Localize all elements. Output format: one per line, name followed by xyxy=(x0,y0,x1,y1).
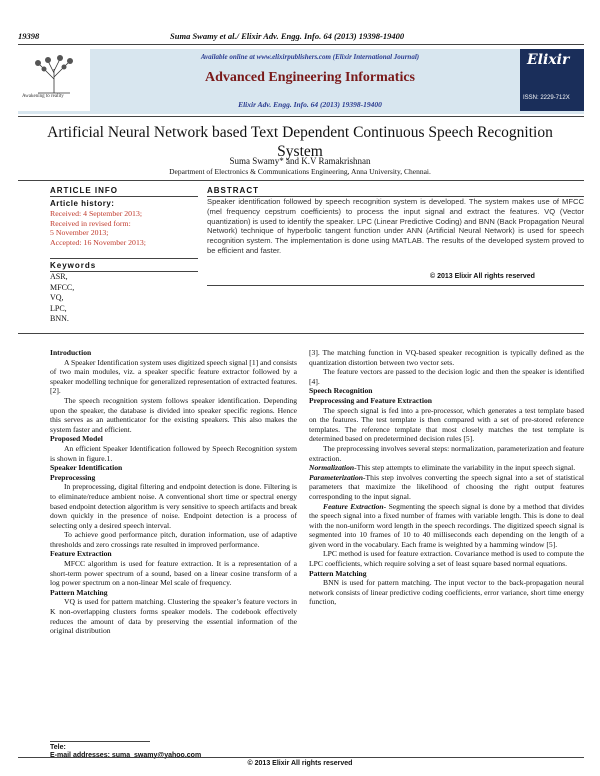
intro-heading: Introduction xyxy=(50,348,92,357)
feature-extraction-text: Segmenting the speech signal is done by a method that divides the speech signal into a fixed number of frames with variable length. This is done to deal with the non-uniform word length in the speech recordings. The digitized speech signal is segmented into 10 frames of 10 to 40 milliseconds each depending on the length of a given word in the vocabulary. Each frame is weighted by a hamming window [5]. xyxy=(309,501,584,549)
bnn-paragraph: BNN is used for pattern matching. The input vector to the back-propagation neural network consists of linear predictive coding coefficients, error variance, short time energy function, xyxy=(309,578,584,607)
speaker-id-heading: Speaker Identification xyxy=(50,463,123,473)
abstract-bottom-rule xyxy=(207,285,584,286)
accepted-date: Accepted: 16 November 2013; xyxy=(50,238,146,248)
info-rule xyxy=(50,196,198,197)
revised-label: Received in revised form: xyxy=(50,218,131,228)
feature-extraction-term: Feature Extraction- xyxy=(323,501,387,511)
normalization-paragraph xyxy=(309,463,584,473)
paper-title: Artificial Neural Network based Text Dependent Continuous Speech Recognition System xyxy=(47,124,553,160)
abstract-text: Speaker identification followed by speech recognition system is developed. The system makes use of MFCC (mel frequency cepstrum coefficients) to process the input signal and extract the features. VQ (Vector quantization) is used to identify the speaker. LPC (Linear Predictive Coding) and BNN (Back Propagation Neural Network) technique of hyperbolic tangent function under ANN (Artificial Neural Network) is used for speech recognition system. The implementation is done using MATLAB. The results of the developed system proved to be efficient and faster. xyxy=(207,197,584,255)
abstract-heading: ABSTRACT xyxy=(207,186,259,195)
keyword: ASR, xyxy=(50,272,68,281)
elixir-word: Elixir xyxy=(527,52,570,68)
preprocessing-paragraph: To achieve good performance pitch, duration information, use of adaptive thresholds and zero crossings rate resulted in improved performance. xyxy=(50,530,297,549)
decision-paragraph: The feature vectors are passed to the decision logic and then the speaker is identified [4]. xyxy=(309,367,584,386)
keyword: MFCC, xyxy=(50,282,75,292)
continued-paragraph: [3]. The matching function in VQ-based speaker recognition is typically defined as the quantization distortion between two vector sets. xyxy=(309,348,584,367)
right-column xyxy=(309,348,584,607)
keyword: BNN. xyxy=(50,314,69,323)
parameterization-text: This step involves converting the speech signal into a set of statistical parameters that maximize the likelihood of choosing the right output features corresponding to the input signal. xyxy=(309,472,584,501)
feature-extraction-paragraph: MFCC algorithm is used for feature extraction. It is a representation of a short-term power spectrum of a sound, based on a linear cosine transform of a log power spectrum on a non-linear Mel scale of frequency. xyxy=(50,559,297,588)
intro-paragraph: A Speaker Identification system uses digitized speech signal [1] and consists of two main modules, viz. a speaker specific feature extractor followed by a speaker modelling technique for generalized representation of extracted features. [2]. xyxy=(50,357,297,396)
journal-name: Advanced Engineering Informatics xyxy=(205,70,415,85)
authors: Suma Swamy* and K.V Ramakrishnan xyxy=(229,156,371,166)
issn: ISSN: 2229-712X xyxy=(523,95,570,101)
parameterization-paragraph xyxy=(309,473,584,502)
received-date: Received: 4 September 2013; xyxy=(50,208,143,218)
tele-label: Tele: xyxy=(50,744,66,751)
history-label: Article history: xyxy=(50,199,115,208)
revised-date: 5 November 2013; xyxy=(50,228,109,238)
title-rule xyxy=(18,180,584,181)
footer-bottom-rule xyxy=(18,757,584,758)
speech-recognition-heading: Speech Recognition xyxy=(309,386,373,396)
proposed-paragraph: An efficient Speaker Identification followed by Speech Recognition system is shown in figure.1. xyxy=(50,443,297,463)
header-rule xyxy=(18,44,584,45)
steps-paragraph: The preprocessing involves several steps: normalization, parameterization and feature extraction. xyxy=(309,443,584,463)
article-info-heading: ARTICLE INFO xyxy=(50,186,118,195)
banner-rule xyxy=(18,116,584,117)
feature-extraction-step-paragraph xyxy=(309,502,584,550)
footer-rule xyxy=(50,741,150,742)
page-number: 19398 xyxy=(18,31,40,41)
preprocessing-paragraph: In preprocessing, digital filtering and endpoint detection is done. Filtering is to eliminate/reduce ambient noise. A conventional short time or spectral energy based endpoint detection algorithm is very sensitive to speech artifacts and break down quickly in the presence of noise. Endpoint detection is a process of selecting only a desired speech interval. xyxy=(50,482,297,530)
preprocessing-fe-heading: Preprocessing and Feature Extraction xyxy=(309,395,432,405)
publisher-logo xyxy=(18,49,90,111)
parameterization-term: Parameterization- xyxy=(309,472,366,482)
footer-copyright: © 2013 Elixir All rights reserved xyxy=(247,760,353,767)
keywords-heading: Keywords xyxy=(50,261,97,270)
article-history xyxy=(50,199,146,248)
intro-paragraph: The speech recognition system follows speaker identification. Depending upon the speaker, the database is divided into speaker specific regions. Hence this serves as an authenticator for the existing speakers. This also makes the system faster and efficient. xyxy=(50,395,297,434)
proposed-heading: Proposed Model xyxy=(50,434,103,444)
pattern-matching-heading-2: Pattern Matching xyxy=(309,568,367,578)
email-address: E-mail addresses: suma_swamy@yahoo.com xyxy=(50,752,202,759)
body-rule xyxy=(18,333,584,334)
keywords-list xyxy=(50,272,74,325)
available-online: Available online at www.elixirpublishers.com (Elixir International Journal) xyxy=(200,53,420,61)
normalization-text: -This step attempts to eliminate the variability in the input speech signal. xyxy=(354,463,576,473)
keyword: LPC, xyxy=(50,303,67,313)
left-column xyxy=(50,348,297,636)
lpc-paragraph: LPC method is used for feature extraction. Covariance method is used to compute the LPC coefficients, which require solving a set of least square based normal equations. xyxy=(309,549,584,569)
preprocessing-fe-paragraph: The speech signal is fed into a pre-processor, which generates a test template based on the features. The test template is then compared with a set of pre-stored reference templates. The reference template that most closely matches the test template is determined based on predetermined decision rules [5]. xyxy=(309,405,584,444)
tree-logo-icon xyxy=(18,49,90,111)
pattern-matching-heading: Pattern Matching xyxy=(50,587,108,597)
affiliation: Department of Electronics & Communications Engineering, Anna University, Chennai. xyxy=(169,167,431,176)
journal-info: Elixir Adv. Engg. Info. 64 (2013) 19398-19400 xyxy=(238,100,382,109)
keywords-rule-top xyxy=(50,258,198,259)
pattern-matching-paragraph: VQ is used for pattern matching. Clustering the speaker’s feature vectors in K non-overlapping clusters forms speaker models. The codebook effectively reduces the amount of data by preserving the essential information of the original distribution xyxy=(50,597,297,636)
abstract-copyright: © 2013 Elixir All rights reserved xyxy=(430,273,535,280)
feature-extraction-heading: Feature Extraction xyxy=(50,549,112,559)
normalization-term: Normalization xyxy=(309,463,355,473)
logo-caption: Awakening to reality xyxy=(22,94,64,99)
preprocessing-heading: Preprocessing xyxy=(50,472,96,482)
keyword: VQ, xyxy=(50,293,64,302)
running-citation: Suma Swamy et al./ Elixir Adv. Engg. Info. 64 (2013) 19398-19400 xyxy=(170,31,405,41)
